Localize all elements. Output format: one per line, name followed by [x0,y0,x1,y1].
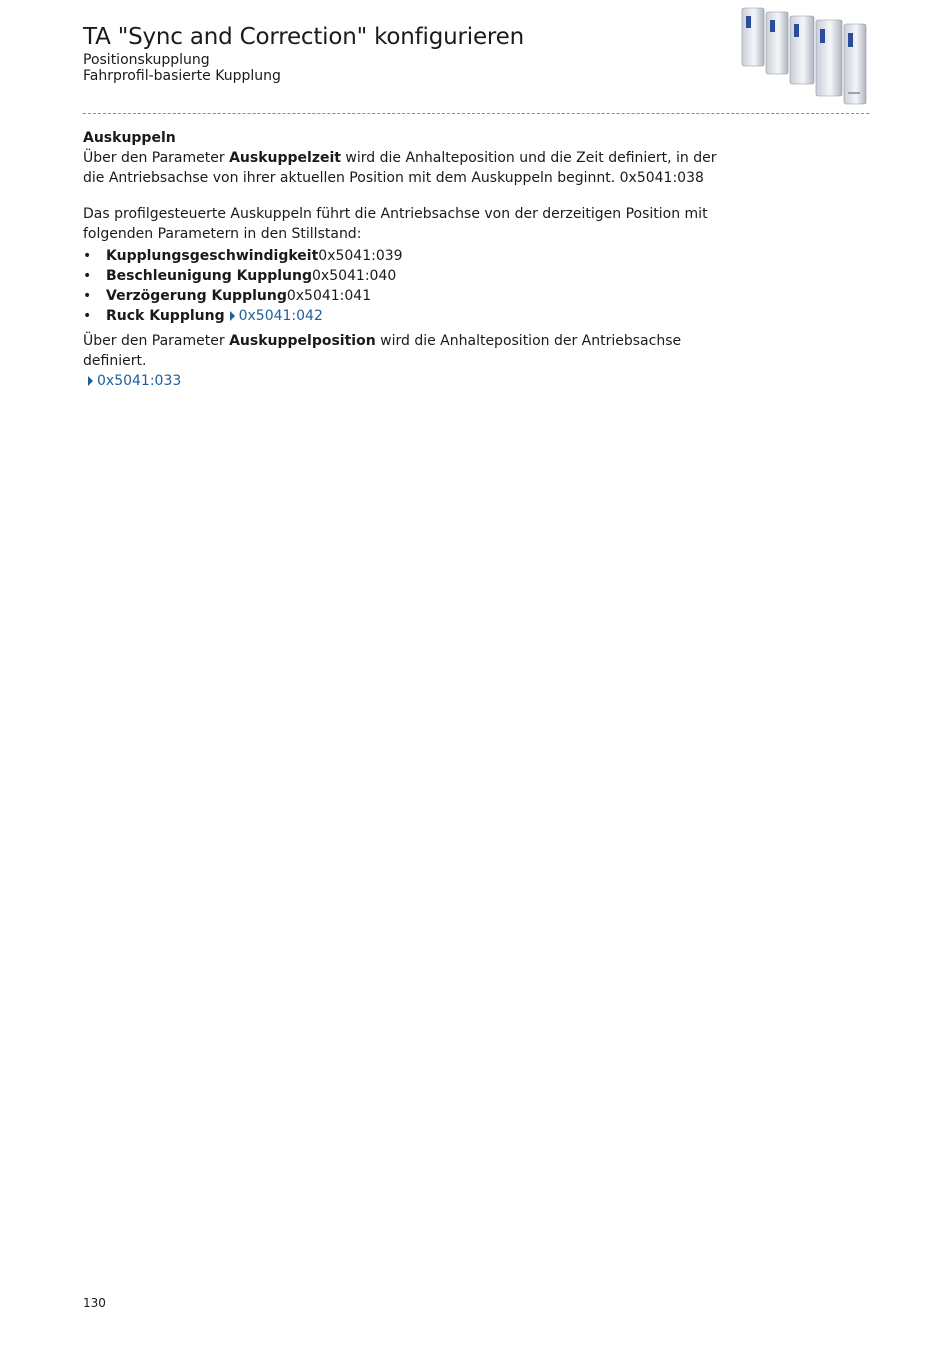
bullet-icon: • [83,288,92,304]
param-auskuppelzeit: Auskuppelzeit [229,150,341,166]
breadcrumb-level-2: Fahrprofil-basierte Kupplung [83,68,281,84]
list-item: • Kupplungsgeschwindigkeit0x5041:039 [83,248,403,264]
bullet-icon: • [83,248,92,264]
page-number: 130 [83,1296,106,1310]
param-auskuppelposition: Auskuppelposition [229,333,376,349]
triangle-right-icon [88,376,93,386]
link-line [83,371,723,391]
section-heading: Auskuppeln [83,130,176,146]
header-divider [83,113,869,114]
section-auskuppeln [83,128,723,391]
page-title: TA "Sync and Correction" konfigurieren [83,24,524,50]
list-item: • Beschleunigung Kupplung0x5041:040 [83,268,397,284]
triangle-right-icon [230,311,235,321]
drive-modules-image [738,4,870,108]
breadcrumb-level-1: Positionskupplung [83,52,210,68]
page-header [83,22,723,84]
link-0x5041-033[interactable]: 0x5041:033 [97,373,182,389]
paragraph-profile: Das profilgesteuerte Auskuppeln führt die Antriebsachse von der derzeitigen Position mit folgenden Parametern in den Stillstand: [83,206,708,242]
parameter-list [83,246,723,326]
bullet-icon: • [83,268,92,284]
list-item: • Verzögerung Kupplung0x5041:041 [83,288,372,304]
bullet-icon: • [83,308,92,324]
link-0x5041-042[interactable]: 0x5041:042 [238,308,323,324]
paragraph-auskuppelposition: Über den Parameter Auskuppelposition wird die Anhalteposition der Antriebsachse definiert. [83,333,682,369]
list-item: • Ruck Kupplung 0x5041:042 [83,308,323,324]
paragraph-auskuppelzeit: Über den Parameter Auskuppelzeit wird die Anhalteposition und die Zeit definiert, in der die Antriebsachse von ihrer aktuellen Position mit dem Auskuppeln beginnt. 0x5041:038 [83,150,717,186]
